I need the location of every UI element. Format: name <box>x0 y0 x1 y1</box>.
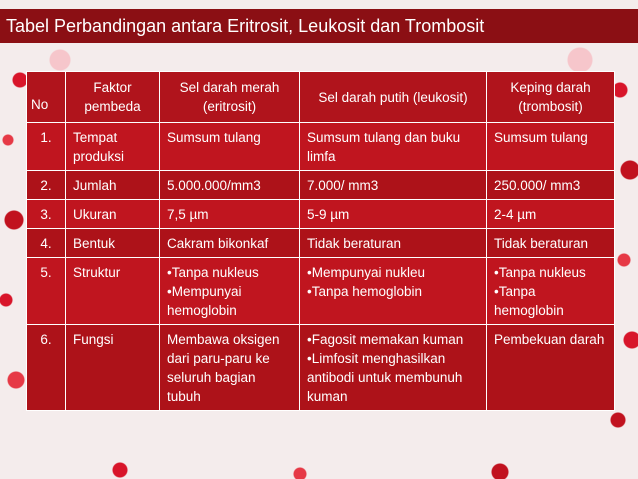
table-row <box>27 171 615 200</box>
header-trombosit: Keping darah (trombosit) <box>487 72 615 123</box>
cell-line: •Tanpa nukleus <box>494 265 586 280</box>
cell-line: 5.000.000/mm3 <box>167 178 261 193</box>
header-faktor: Faktor pembeda <box>66 72 160 123</box>
cell-eritrosit <box>160 258 300 325</box>
cell-line: •Tanpa hemoglobin <box>494 284 564 318</box>
table-header-row <box>27 72 615 123</box>
table-row <box>27 123 615 171</box>
cell-leukosit <box>300 229 487 258</box>
cell-trombosit <box>487 258 615 325</box>
cell-trombosit <box>487 171 615 200</box>
cell-faktor: Ukuran <box>66 200 160 229</box>
cell-no: 4. <box>27 229 66 258</box>
cell-trombosit <box>487 229 615 258</box>
slide-title: Tabel Perbandingan antara Eritrosit, Leukosit dan Trombosit <box>6 16 485 36</box>
cell-leukosit <box>300 258 487 325</box>
cell-line: Membawa oksigen dari paru-paru ke seluruh bagian tubuh <box>167 332 280 404</box>
cell-line: •Mempunyai hemoglobin <box>167 284 242 318</box>
cell-line: 7,5 µm <box>167 207 209 222</box>
cell-line: •Limfosit menghasilkan antibodi untuk membunuh kuman <box>307 351 463 404</box>
table-row <box>27 229 615 258</box>
header-leukosit: Sel darah putih (leukosit) <box>300 72 487 123</box>
cell-line: Tidak beraturan <box>494 236 589 251</box>
cell-no: 2. <box>27 171 66 200</box>
table-row <box>27 200 615 229</box>
cell-leukosit <box>300 171 487 200</box>
cell-line: •Tanpa nukleus <box>167 265 259 280</box>
cell-faktor: Tempat produksi <box>66 123 160 171</box>
cell-no: 1. <box>27 123 66 171</box>
header-eritrosit: Sel darah merah (eritrosit) <box>160 72 300 123</box>
cell-line: Sumsum tulang <box>167 130 261 145</box>
table-row <box>27 258 615 325</box>
cell-trombosit <box>487 123 615 171</box>
cell-trombosit <box>487 325 615 411</box>
cell-eritrosit <box>160 325 300 411</box>
cell-line: 7.000/ mm3 <box>307 178 379 193</box>
cell-line: Sumsum tulang dan buku limfa <box>307 130 461 164</box>
cell-no: 5. <box>27 258 66 325</box>
cell-eritrosit <box>160 229 300 258</box>
cell-line: Sumsum tulang <box>494 130 588 145</box>
cell-eritrosit <box>160 200 300 229</box>
cell-no: 6. <box>27 325 66 411</box>
cell-leukosit <box>300 325 487 411</box>
cell-no: 3. <box>27 200 66 229</box>
title-bar <box>0 9 638 43</box>
cell-faktor: Jumlah <box>66 171 160 200</box>
cell-faktor: Bentuk <box>66 229 160 258</box>
table-body <box>27 123 615 411</box>
cell-faktor: Fungsi <box>66 325 160 411</box>
header-no: No <box>27 72 66 123</box>
cell-line: •Tanpa hemoglobin <box>307 284 423 299</box>
cell-line: Pembekuan darah <box>494 332 605 347</box>
cell-eritrosit <box>160 171 300 200</box>
cell-line: 5-9 µm <box>307 207 350 222</box>
cell-line: 250.000/ mm3 <box>494 178 581 193</box>
cell-line: •Mempunyai nukleu <box>307 265 426 280</box>
cell-leukosit <box>300 200 487 229</box>
cell-faktor: Struktur <box>66 258 160 325</box>
cell-trombosit <box>487 200 615 229</box>
cell-line: 2-4 µm <box>494 207 537 222</box>
cell-line: Cakram bikonkaf <box>167 236 269 251</box>
comparison-table <box>26 71 615 411</box>
cell-line: Tidak beraturan <box>307 236 402 251</box>
table-row <box>27 325 615 411</box>
cell-leukosit <box>300 123 487 171</box>
cell-eritrosit <box>160 123 300 171</box>
cell-line: •Fagosit memakan kuman <box>307 332 464 347</box>
